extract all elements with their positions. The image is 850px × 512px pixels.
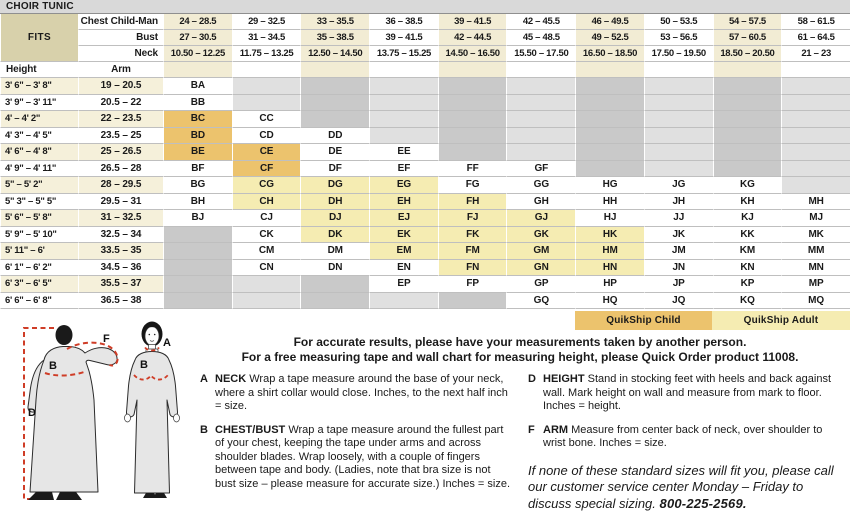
quikship-child-band: QuikShip Child (575, 311, 712, 330)
size-cell-CK: CK (232, 227, 301, 244)
label-a: A (163, 337, 171, 349)
size-cell-DE: DE (300, 144, 369, 161)
front-figure (125, 322, 180, 499)
empty-cell (232, 293, 301, 310)
empty-cell (506, 78, 575, 95)
size-cell-GH: GH (506, 194, 575, 211)
size-cell-DD: DD (300, 128, 369, 145)
empty-cell (369, 78, 438, 95)
size-cell-BB: BB (163, 95, 232, 112)
empty-cell (163, 293, 232, 310)
instruction-text: ARM Measure from center back of neck, over shoulder to wrist bone. Inches = size. (543, 424, 840, 451)
empty-cell (644, 144, 713, 161)
size-cell-FF: FF (438, 161, 507, 178)
size-cell-JG: JG (644, 177, 713, 194)
neck-range-cell: 15.50 – 17.50 (506, 46, 575, 62)
size-cell-EE: EE (369, 144, 438, 161)
neck-range-cell: 21 – 23 (781, 46, 850, 62)
size-cell-BA: BA (163, 78, 232, 95)
empty-cell (506, 144, 575, 161)
size-cell-GQ: GQ (506, 293, 575, 310)
size-cell-HJ: HJ (575, 210, 644, 227)
instruction-text: HEIGHT Stand in stocking feet with heels and back against wall. Mark height on wall and measure from mark to floor. Inches = height. (543, 373, 840, 414)
empty-cell (163, 276, 232, 293)
size-cell-DG: DG (300, 177, 369, 194)
empty-cell (781, 161, 850, 178)
bust-range-cell: 57 – 60.5 (713, 30, 782, 46)
back-figure (28, 325, 117, 500)
chest-range-cell: 50 – 53.5 (644, 14, 713, 30)
bust-range-cell: 53 – 56.5 (644, 30, 713, 46)
size-cell-CC: CC (232, 111, 301, 128)
header-spacer-cell (713, 62, 782, 78)
instruction-term: NECK (215, 373, 246, 385)
instruction-letter: D (528, 373, 543, 414)
size-cell-JJ: JJ (644, 210, 713, 227)
intro-note (200, 335, 840, 365)
size-cell-KN: KN (713, 260, 782, 277)
size-cell-CM: CM (232, 243, 301, 260)
size-cell-DN: DN (300, 260, 369, 277)
size-cell-KM: KM (713, 243, 782, 260)
arm-cell: 28 – 29.5 (78, 177, 163, 194)
empty-cell (506, 128, 575, 145)
size-cell-CH: CH (232, 194, 301, 211)
size-cell-KP: KP (713, 276, 782, 293)
empty-cell (713, 128, 782, 145)
empty-cell (781, 111, 850, 128)
size-cell-EP: EP (369, 276, 438, 293)
header-spacer-cell (232, 62, 301, 78)
empty-cell (369, 111, 438, 128)
empty-cell (438, 111, 507, 128)
size-cell-MP: MP (781, 276, 850, 293)
instruction-term: CHEST/BUST (215, 424, 285, 436)
height-cell: 6' 6" – 6' 8" (0, 293, 78, 310)
size-table (0, 14, 850, 309)
header-spacer-cell (506, 62, 575, 78)
neck-row-label: Neck (78, 46, 163, 62)
empty-cell (644, 95, 713, 112)
height-cell: 3' 6" – 3' 8" (0, 78, 78, 95)
arm-cell: 36.5 – 38 (78, 293, 163, 310)
special-sizing-text: If none of these standard sizes will fit you, please call our customer service center Monday – Friday to discuss special sizing. (528, 463, 834, 511)
height-cell: 5" – 5' 2" (0, 177, 78, 194)
instruction-letter: A (200, 373, 215, 414)
header-spacer-cell (575, 62, 644, 78)
height-cell: 4' – 4' 2" (0, 111, 78, 128)
height-column-header: Height (0, 62, 78, 78)
customer-service-phone: 800-225-2569. (660, 496, 747, 511)
neck-range-cell: 18.50 – 20.50 (713, 46, 782, 62)
chest-range-cell: 39 – 41.5 (438, 14, 507, 30)
empty-cell (781, 78, 850, 95)
empty-cell (300, 293, 369, 310)
height-cell: 5' 6" – 5' 8" (0, 210, 78, 227)
instruction-F (528, 424, 840, 451)
height-cell: 5' 11" – 6' (0, 243, 78, 260)
empty-cell (575, 128, 644, 145)
empty-cell (438, 128, 507, 145)
size-cell-CD: CD (232, 128, 301, 145)
size-cell-HG: HG (575, 177, 644, 194)
size-cell-JM: JM (644, 243, 713, 260)
size-cell-HN: HN (575, 260, 644, 277)
size-cell-FG: FG (438, 177, 507, 194)
empty-cell (575, 161, 644, 178)
header-spacer-cell (438, 62, 507, 78)
size-cell-EM: EM (369, 243, 438, 260)
neck-range-cell: 14.50 – 16.50 (438, 46, 507, 62)
size-cell-EK: EK (369, 227, 438, 244)
empty-cell (300, 276, 369, 293)
empty-cell (300, 95, 369, 112)
size-cell-DM: DM (300, 243, 369, 260)
neck-range-cell: 10.50 – 12.25 (163, 46, 232, 62)
empty-cell (232, 78, 301, 95)
bust-range-cell: 45 – 48.5 (506, 30, 575, 46)
empty-cell (713, 78, 782, 95)
size-cell-CJ: CJ (232, 210, 301, 227)
empty-cell (713, 95, 782, 112)
arm-cell: 35.5 – 37 (78, 276, 163, 293)
chest-range-cell: 36 – 38.5 (369, 14, 438, 30)
size-cell-HM: HM (575, 243, 644, 260)
arm-cell: 26.5 – 28 (78, 161, 163, 178)
size-cell-BG: BG (163, 177, 232, 194)
height-cell: 4' 9" – 4' 11" (0, 161, 78, 178)
bust-range-cell: 61 – 64.5 (781, 30, 850, 46)
empty-cell (575, 144, 644, 161)
size-cell-FM: FM (438, 243, 507, 260)
label-d: D (28, 407, 36, 419)
empty-cell (781, 144, 850, 161)
bust-row-label: Bust (78, 30, 163, 46)
size-cell-KK: KK (713, 227, 782, 244)
height-cell: 3' 9" – 3' 11" (0, 95, 78, 112)
instruction-letter: B (200, 424, 215, 492)
empty-cell (300, 111, 369, 128)
empty-cell (232, 276, 301, 293)
size-cell-GK: GK (506, 227, 575, 244)
height-cell: 6' 1" – 6' 2" (0, 260, 78, 277)
empty-cell (781, 177, 850, 194)
empty-cell (232, 95, 301, 112)
size-cell-BJ: BJ (163, 210, 232, 227)
quikship-row (575, 311, 850, 330)
size-cell-CE: CE (232, 144, 301, 161)
height-cell: 6' 3" – 6' 5" (0, 276, 78, 293)
arm-cell: 22 – 23.5 (78, 111, 163, 128)
size-cell-BE: BE (163, 144, 232, 161)
bust-range-cell: 49 – 52.5 (575, 30, 644, 46)
neck-range-cell: 16.50 – 18.50 (575, 46, 644, 62)
size-cell-JQ: JQ (644, 293, 713, 310)
quikship-adult-band: QuikShip Adult (712, 311, 850, 330)
size-cell-FP: FP (438, 276, 507, 293)
header-spacer-cell (369, 62, 438, 78)
instruction-term: ARM (543, 424, 568, 436)
size-cell-CG: CG (232, 177, 301, 194)
size-cell-BD: BD (163, 128, 232, 145)
size-cell-MM: MM (781, 243, 850, 260)
neck-range-cell: 17.50 – 19.50 (644, 46, 713, 62)
arm-cell: 29.5 – 31 (78, 194, 163, 211)
chest-range-cell: 42 – 45.5 (506, 14, 575, 30)
arm-cell: 19 – 20.5 (78, 78, 163, 95)
size-cell-DJ: DJ (300, 210, 369, 227)
size-cell-DF: DF (300, 161, 369, 178)
height-cell: 5' 9" – 5' 10" (0, 227, 78, 244)
size-cell-KG: KG (713, 177, 782, 194)
size-cell-EG: EG (369, 177, 438, 194)
chest-row-label: Chest Child-Man (78, 14, 163, 30)
empty-cell (163, 260, 232, 277)
size-cell-HH: HH (575, 194, 644, 211)
size-cell-EF: EF (369, 161, 438, 178)
fits-header-cell: FITS (0, 14, 78, 62)
empty-cell (575, 78, 644, 95)
chest-range-cell: 58 – 61.5 (781, 14, 850, 30)
size-cell-FK: FK (438, 227, 507, 244)
size-cell-JH: JH (644, 194, 713, 211)
size-cell-KH: KH (713, 194, 782, 211)
height-cell: 4' 6" – 4' 8" (0, 144, 78, 161)
size-cell-KQ: KQ (713, 293, 782, 310)
arm-cell: 34.5 – 36 (78, 260, 163, 277)
neck-range-cell: 11.75 – 13.25 (232, 46, 301, 62)
size-cell-KJ: KJ (713, 210, 782, 227)
height-cell: 4' 3" – 4' 5" (0, 128, 78, 145)
instructions-column-left (200, 373, 512, 512)
empty-cell (644, 161, 713, 178)
empty-cell (575, 111, 644, 128)
size-cell-MJ: MJ (781, 210, 850, 227)
empty-cell (163, 227, 232, 244)
size-cell-CF: CF (232, 161, 301, 178)
measurement-illustration (0, 318, 200, 508)
special-sizing-note (528, 463, 840, 512)
chest-range-cell: 54 – 57.5 (713, 14, 782, 30)
size-cell-FH: FH (438, 194, 507, 211)
size-cell-GF: GF (506, 161, 575, 178)
instruction-term: HEIGHT (543, 373, 585, 385)
empty-cell (644, 78, 713, 95)
chest-range-cell: 46 – 49.5 (575, 14, 644, 30)
arm-cell: 32.5 – 34 (78, 227, 163, 244)
arm-cell: 25 – 26.5 (78, 144, 163, 161)
empty-cell (713, 144, 782, 161)
size-cell-GM: GM (506, 243, 575, 260)
size-cell-MK: MK (781, 227, 850, 244)
size-cell-MN: MN (781, 260, 850, 277)
size-cell-HP: HP (575, 276, 644, 293)
size-cell-MQ: MQ (781, 293, 850, 310)
instruction-letter: F (528, 424, 543, 451)
arm-cell: 23.5 – 25 (78, 128, 163, 145)
height-cell: 5" 3" – 5" 5" (0, 194, 78, 211)
bust-range-cell: 35 – 38.5 (300, 30, 369, 46)
size-cell-CN: CN (232, 260, 301, 277)
empty-cell (438, 78, 507, 95)
size-cell-MH: MH (781, 194, 850, 211)
header-spacer-cell (644, 62, 713, 78)
instruction-B (200, 424, 512, 492)
page-title: CHOIR TUNIC (0, 0, 850, 14)
size-cell-FJ: FJ (438, 210, 507, 227)
label-b-back: B (49, 360, 57, 372)
empty-cell (713, 111, 782, 128)
empty-cell (438, 144, 507, 161)
bust-range-cell: 39 – 41.5 (369, 30, 438, 46)
size-cell-DK: DK (300, 227, 369, 244)
size-cell-EJ: EJ (369, 210, 438, 227)
bust-range-cell: 27 – 30.5 (163, 30, 232, 46)
empty-cell (369, 128, 438, 145)
empty-cell (644, 111, 713, 128)
bust-range-cell: 42 – 44.5 (438, 30, 507, 46)
arm-cell: 31 – 32.5 (78, 210, 163, 227)
empty-cell (300, 78, 369, 95)
size-cell-DH: DH (300, 194, 369, 211)
empty-cell (369, 95, 438, 112)
neck-range-cell: 13.75 – 15.25 (369, 46, 438, 62)
size-cell-BH: BH (163, 194, 232, 211)
size-cell-FN: FN (438, 260, 507, 277)
size-cell-EH: EH (369, 194, 438, 211)
label-b-front: B (140, 359, 148, 371)
chest-range-cell: 33 – 35.5 (300, 14, 369, 30)
size-cell-HK: HK (575, 227, 644, 244)
size-cell-GJ: GJ (506, 210, 575, 227)
instruction-D (528, 373, 840, 414)
label-f: F (103, 333, 110, 345)
intro-line-1: For accurate results, please have your measurements taken by another person. (200, 335, 840, 350)
size-cell-BF: BF (163, 161, 232, 178)
neck-range-cell: 12.50 – 14.50 (300, 46, 369, 62)
empty-cell (713, 161, 782, 178)
empty-cell (575, 95, 644, 112)
empty-cell (506, 111, 575, 128)
empty-cell (163, 243, 232, 260)
size-cell-JK: JK (644, 227, 713, 244)
instructions-column-right (528, 373, 840, 512)
empty-cell (506, 95, 575, 112)
chest-range-cell: 24 – 28.5 (163, 14, 232, 30)
chest-range-cell: 29 – 32.5 (232, 14, 301, 30)
arm-column-header: Arm (78, 62, 163, 78)
size-cell-BC: BC (163, 111, 232, 128)
empty-cell (369, 293, 438, 310)
size-cell-EN: EN (369, 260, 438, 277)
instruction-text: NECK Wrap a tape measure around the base of your neck, where a shirt collar would close. Inches, to the next half inch = size. (215, 373, 512, 414)
empty-cell (438, 95, 507, 112)
size-cell-GG: GG (506, 177, 575, 194)
size-cell-HQ: HQ (575, 293, 644, 310)
arm-cell: 33.5 – 35 (78, 243, 163, 260)
bust-range-cell: 31 – 34.5 (232, 30, 301, 46)
measuring-instructions-section (0, 330, 850, 508)
size-cell-GN: GN (506, 260, 575, 277)
arm-cell: 20.5 – 22 (78, 95, 163, 112)
empty-cell (781, 95, 850, 112)
size-cell-JN: JN (644, 260, 713, 277)
header-spacer-cell (781, 62, 850, 78)
empty-cell (438, 293, 507, 310)
header-spacer-cell (300, 62, 369, 78)
intro-line-2: For a free measuring tape and wall chart for measuring height, please Quick Order product 11008. (200, 350, 840, 365)
empty-cell (781, 128, 850, 145)
header-spacer-cell (163, 62, 232, 78)
instruction-text: CHEST/BUST Wrap a tape measure around the fullest part of your chest, keeping the tape under arms and across shoulder blades. Wrap loosely, with a couple of fingers between tape and body. (Ladies, note that bra size is not bust size – please measure for accurate size.) Inches = size. (215, 424, 512, 492)
size-cell-GP: GP (506, 276, 575, 293)
instruction-A (200, 373, 512, 414)
size-cell-JP: JP (644, 276, 713, 293)
empty-cell (644, 128, 713, 145)
